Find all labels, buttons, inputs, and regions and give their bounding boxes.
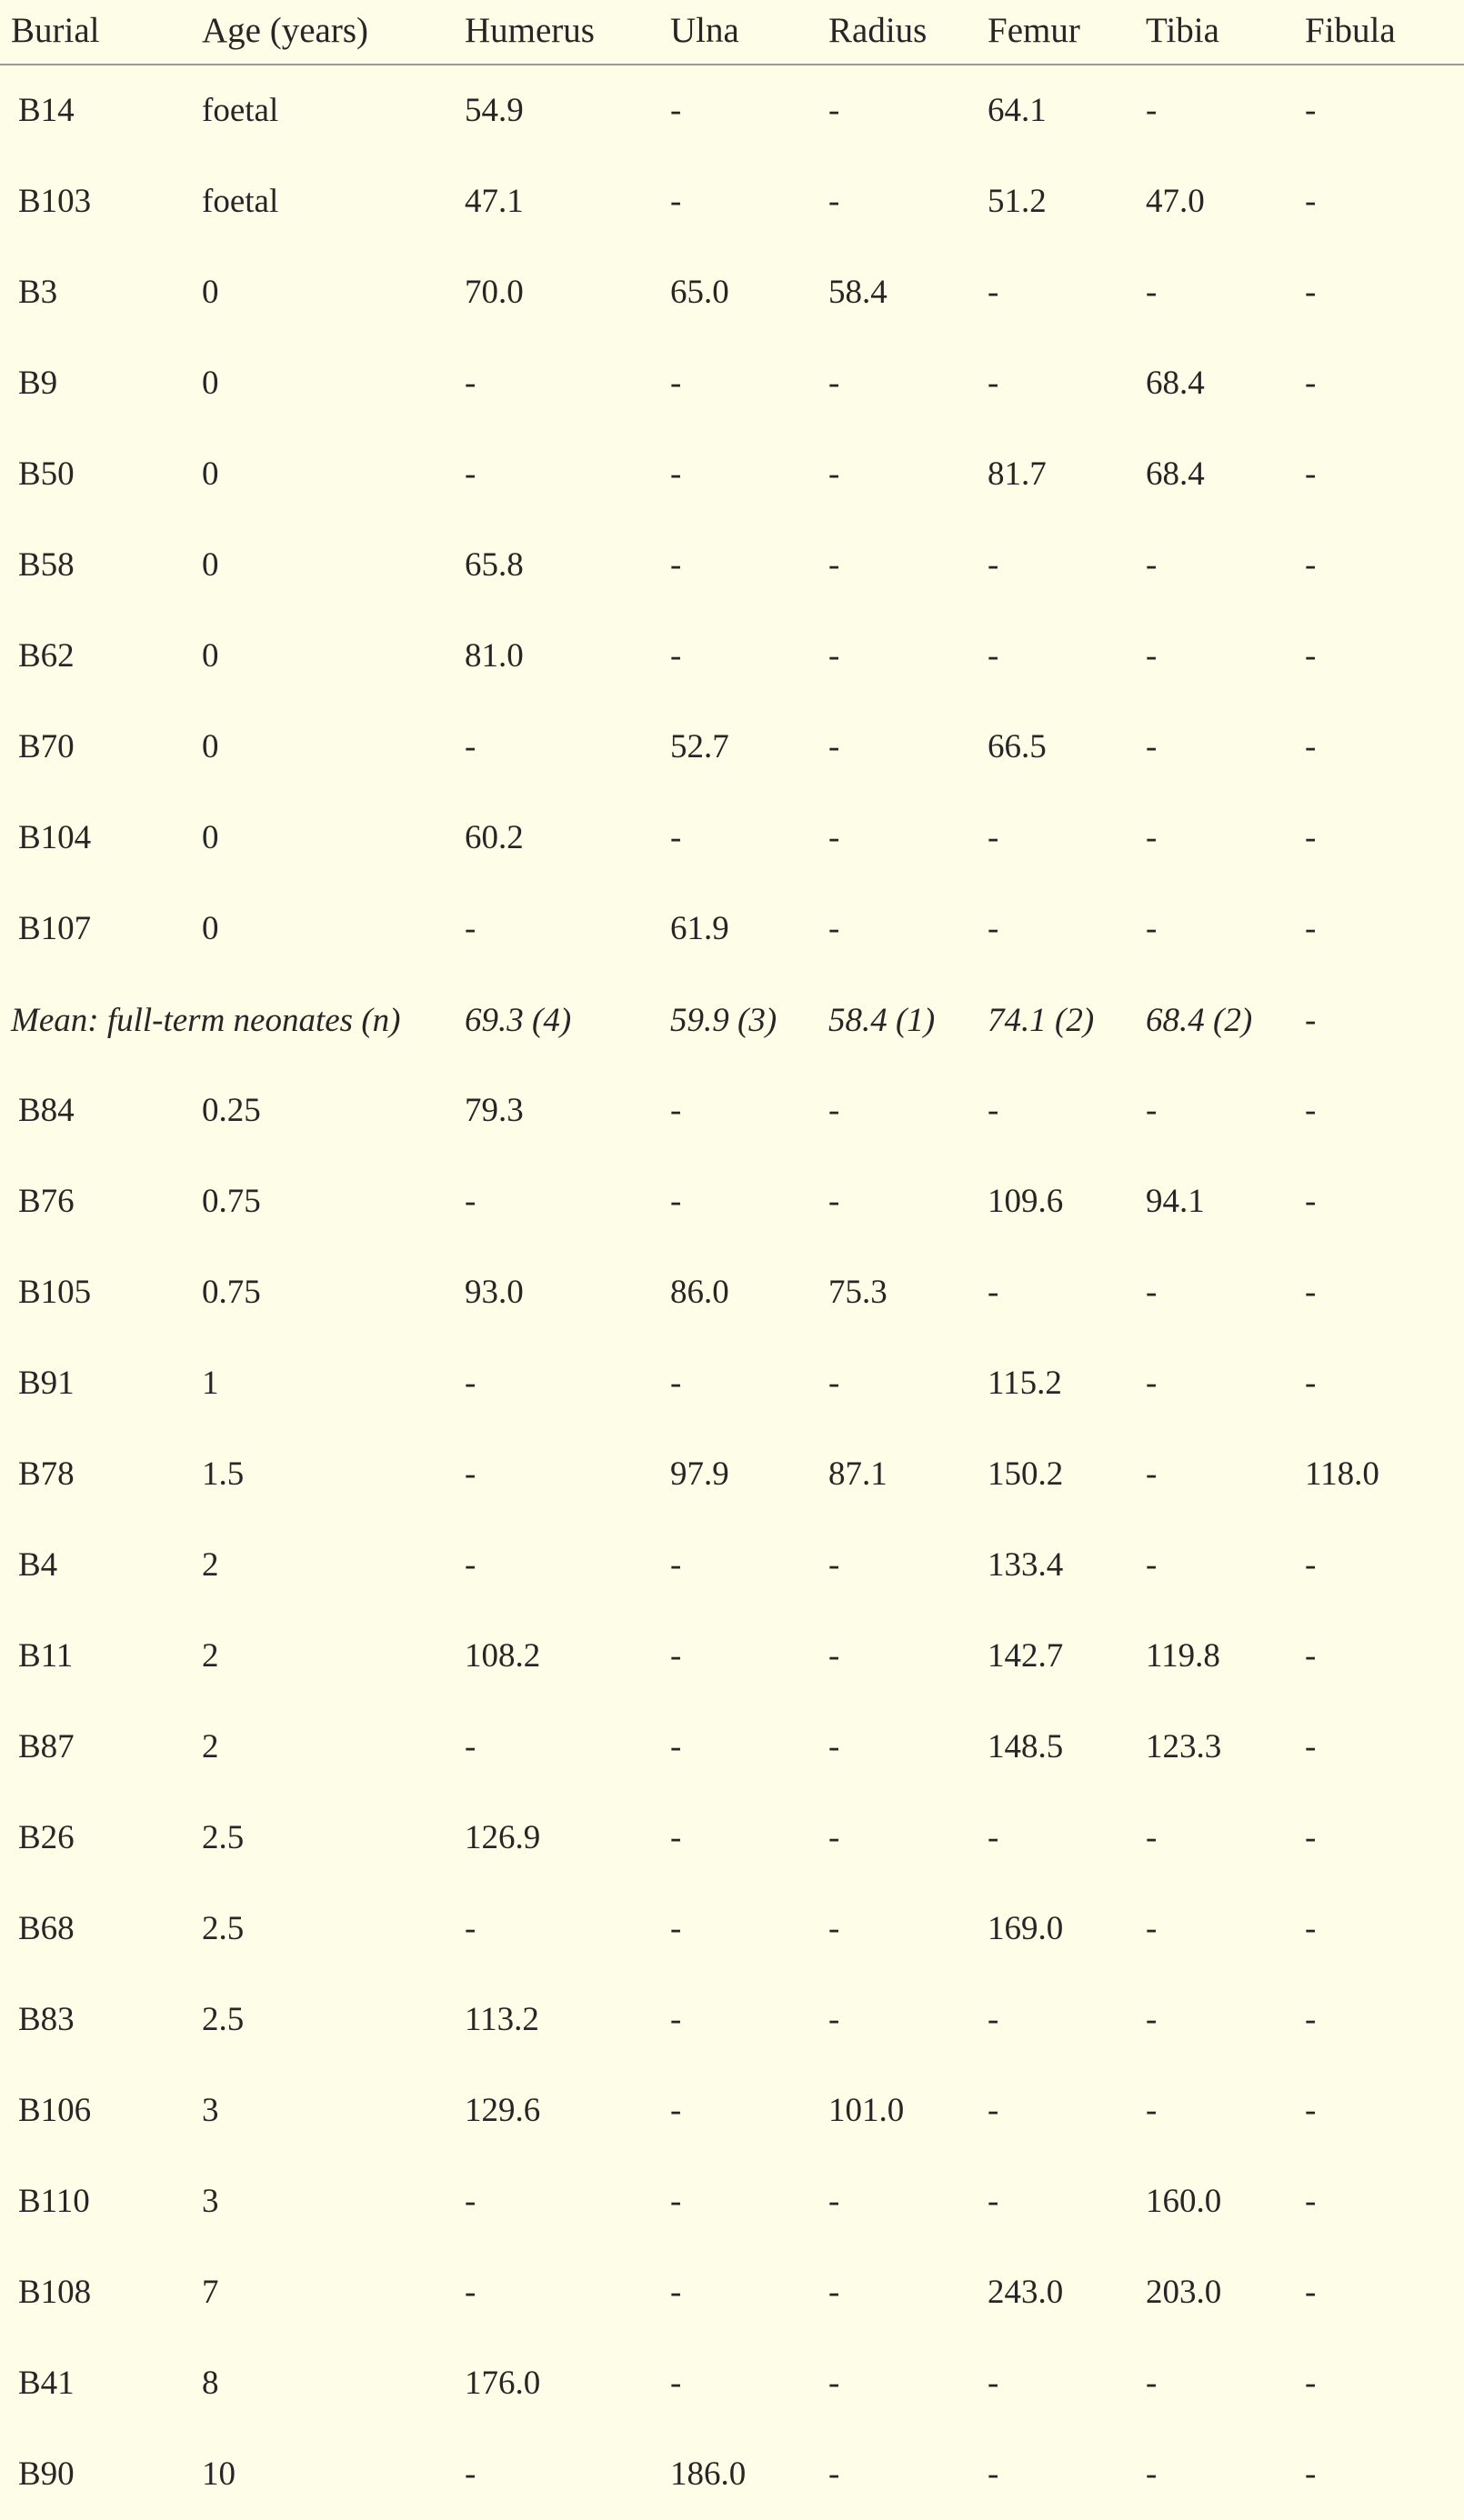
cell-tibia: 119.8	[1146, 1637, 1220, 1675]
cell-femur: 64.1	[988, 92, 1047, 129]
cell-fibula: -	[1305, 274, 1317, 311]
cell-femur: 133.4	[988, 1546, 1064, 1584]
cell-age: 0	[202, 546, 219, 584]
cell-tibia: -	[1146, 910, 1158, 947]
cell-burial: B105	[18, 1274, 92, 1311]
cell-ulna: -	[670, 1092, 682, 1129]
header-tibia: Tibia	[1146, 11, 1219, 50]
cell-fibula: -	[1305, 365, 1317, 402]
cell-femur: -	[988, 1092, 999, 1129]
cell-radius: -	[828, 1183, 840, 1220]
cell-radius: 87.1	[828, 1455, 887, 1493]
table-row	[0, 1793, 1464, 1884]
cell-burial: Mean: full-term neonates (n)	[11, 1001, 401, 1039]
cell-femur: 109.6	[988, 1183, 1064, 1220]
cell-fibula: -	[1305, 910, 1317, 947]
cell-tibia: -	[1146, 1365, 1158, 1402]
cell-tibia: 47.0	[1146, 183, 1205, 220]
table-row	[0, 1429, 1464, 1520]
cell-burial: B110	[18, 2183, 90, 2220]
cell-fibula: 118.0	[1305, 1455, 1379, 1493]
cell-age: foetal	[202, 183, 279, 220]
cell-fibula: -	[1305, 2092, 1317, 2129]
cell-humerus: -	[465, 1365, 476, 1402]
cell-femur: -	[988, 2092, 999, 2129]
cell-femur: 150.2	[988, 1455, 1064, 1493]
cell-femur: -	[988, 2455, 999, 2493]
cell-radius: -	[828, 1365, 840, 1402]
header-humerus: Humerus	[465, 11, 595, 50]
cell-tibia: 94.1	[1146, 1183, 1205, 1220]
cell-age: 0	[202, 637, 219, 675]
cell-radius: -	[828, 546, 840, 584]
cell-femur: 169.0	[988, 1910, 1064, 1947]
cell-femur: 142.7	[988, 1637, 1064, 1675]
cell-fibula: -	[1305, 1274, 1317, 1311]
cell-age: 3	[202, 2092, 219, 2129]
table-row	[0, 1884, 1464, 1975]
header-radius: Radius	[828, 11, 928, 50]
cell-fibula: -	[1305, 728, 1317, 765]
cell-femur: 148.5	[988, 1728, 1064, 1765]
cell-humerus: 129.6	[465, 2092, 541, 2129]
cell-age: 2	[202, 1546, 219, 1584]
cell-burial: B68	[18, 1910, 75, 1947]
cell-radius: -	[828, 92, 840, 129]
cell-ulna: -	[670, 637, 682, 675]
cell-femur: -	[988, 1274, 999, 1311]
cell-burial: B41	[18, 2365, 75, 2402]
cell-humerus: -	[465, 728, 476, 765]
cell-femur: -	[988, 819, 999, 856]
cell-tibia: -	[1146, 1274, 1158, 1311]
cell-ulna: -	[670, 546, 682, 584]
cell-burial: B91	[18, 1365, 75, 1402]
table-header-row	[0, 0, 1464, 65]
cell-ulna: -	[670, 1637, 682, 1675]
cell-humerus: -	[465, 2183, 476, 2220]
cell-burial: B50	[18, 455, 75, 493]
cell-burial: B83	[18, 2001, 75, 2038]
cell-tibia: 123.3	[1146, 1728, 1222, 1765]
cell-humerus: 54.9	[465, 92, 524, 129]
header-burial: Burial	[11, 11, 100, 50]
cell-tibia: -	[1146, 2092, 1158, 2129]
cell-burial: B78	[18, 1455, 75, 1493]
cell-ulna: -	[670, 2092, 682, 2129]
cell-radius: -	[828, 728, 840, 765]
cell-ulna: -	[670, 2183, 682, 2220]
table-row	[0, 1065, 1464, 1156]
cell-age: 0	[202, 910, 219, 947]
cell-radius: -	[828, 1092, 840, 1129]
cell-burial: B106	[18, 2092, 92, 2129]
table-row	[0, 2338, 1464, 2429]
cell-burial: B58	[18, 546, 75, 584]
cell-tibia: 68.4	[1146, 365, 1205, 402]
cell-tibia: -	[1146, 728, 1158, 765]
cell-humerus: -	[465, 365, 476, 402]
cell-fibula: -	[1305, 455, 1317, 493]
cell-fibula: -	[1305, 637, 1317, 675]
cell-age: 0.75	[202, 1274, 261, 1311]
cell-ulna: 97.9	[670, 1455, 729, 1493]
mean-row	[0, 975, 1464, 1065]
cell-humerus: 79.3	[465, 1092, 524, 1129]
table-row	[0, 611, 1464, 702]
cell-femur: -	[988, 365, 999, 402]
cell-age: 2	[202, 1637, 219, 1675]
cell-femur: 66.5	[988, 728, 1047, 765]
cell-ulna: 59.9 (3)	[670, 1001, 777, 1039]
cell-radius: -	[828, 183, 840, 220]
cell-tibia: 160.0	[1146, 2183, 1222, 2220]
cell-humerus: 113.2	[465, 2001, 539, 2038]
cell-fibula: -	[1305, 2001, 1317, 2038]
cell-tibia: 68.4 (2)	[1146, 1001, 1253, 1039]
cell-fibula: -	[1305, 2455, 1317, 2493]
cell-age: 2	[202, 1728, 219, 1765]
cell-burial: B9	[18, 365, 58, 402]
cell-fibula: -	[1305, 1183, 1317, 1220]
cell-humerus: 65.8	[465, 546, 524, 584]
cell-ulna: 52.7	[670, 728, 729, 765]
table-row	[0, 156, 1464, 247]
cell-burial: B14	[18, 92, 75, 129]
cell-fibula: -	[1305, 92, 1317, 129]
cell-burial: B103	[18, 183, 92, 220]
cell-ulna: -	[670, 1546, 682, 1584]
cell-fibula: -	[1305, 546, 1317, 584]
cell-tibia: -	[1146, 637, 1158, 675]
table-row	[0, 1338, 1464, 1429]
cell-fibula: -	[1305, 1092, 1317, 1129]
table-row	[0, 1702, 1464, 1793]
cell-age: 0	[202, 274, 219, 311]
cell-femur: -	[988, 2365, 999, 2402]
cell-burial: B70	[18, 728, 75, 765]
cell-ulna: -	[670, 1819, 682, 1856]
cell-ulna: -	[670, 1365, 682, 1402]
cell-tibia: -	[1146, 274, 1158, 311]
cell-radius: -	[828, 2274, 840, 2311]
cell-burial: B11	[18, 1637, 74, 1675]
cell-radius: -	[828, 2001, 840, 2038]
cell-radius: -	[828, 2455, 840, 2493]
cell-humerus: -	[465, 455, 476, 493]
header-ulna: Ulna	[670, 11, 739, 50]
cell-tibia: -	[1146, 1546, 1158, 1584]
cell-radius: 58.4	[828, 274, 887, 311]
header-fibula: Fibula	[1305, 11, 1396, 50]
cell-age: 3	[202, 2183, 219, 2220]
table-row	[0, 65, 1464, 156]
cell-burial: B84	[18, 1092, 75, 1129]
cell-femur: 74.1 (2)	[988, 1001, 1095, 1039]
table-row	[0, 338, 1464, 429]
table-row	[0, 429, 1464, 520]
cell-ulna: -	[670, 365, 682, 402]
cell-femur: -	[988, 2183, 999, 2220]
cell-humerus: 70.0	[465, 274, 524, 311]
cell-humerus: 108.2	[465, 1637, 541, 1675]
cell-humerus: -	[465, 2455, 476, 2493]
cell-fibula: -	[1305, 1910, 1317, 1947]
cell-tibia: -	[1146, 2001, 1158, 2038]
cell-ulna: 186.0	[670, 2455, 747, 2493]
cell-age: 8	[202, 2365, 219, 2402]
cell-humerus: 126.9	[465, 1819, 541, 1856]
cell-femur: -	[988, 637, 999, 675]
table-row	[0, 1520, 1464, 1611]
cell-femur: -	[988, 2001, 999, 2038]
cell-ulna: -	[670, 455, 682, 493]
cell-burial: B4	[18, 1546, 58, 1584]
cell-humerus: -	[465, 2274, 476, 2311]
cell-fibula: -	[1305, 1637, 1317, 1675]
cell-age: 7	[202, 2274, 219, 2311]
cell-humerus: -	[465, 1546, 476, 1584]
cell-humerus: -	[465, 1728, 476, 1765]
cell-femur: 243.0	[988, 2274, 1064, 2311]
cell-ulna: -	[670, 1728, 682, 1765]
table-row	[0, 2429, 1464, 2520]
cell-radius: -	[828, 1910, 840, 1947]
cell-ulna: -	[670, 2274, 682, 2311]
cell-ulna: -	[670, 2001, 682, 2038]
cell-humerus: 47.1	[465, 183, 524, 220]
cell-age: 1.5	[202, 1455, 245, 1493]
cell-age: 0.75	[202, 1183, 261, 1220]
cell-ulna: -	[670, 1183, 682, 1220]
cell-ulna: 65.0	[670, 274, 729, 311]
cell-age: 0	[202, 819, 219, 856]
cell-fibula: -	[1305, 183, 1317, 220]
cell-ulna: -	[670, 1910, 682, 1947]
cell-radius: -	[828, 1728, 840, 1765]
cell-fibula: -	[1305, 2183, 1317, 2220]
cell-tibia: 203.0	[1146, 2274, 1222, 2311]
cell-burial: B87	[18, 1728, 75, 1765]
cell-tibia: -	[1146, 819, 1158, 856]
cell-ulna: -	[670, 2365, 682, 2402]
cell-fibula: -	[1305, 2365, 1317, 2402]
cell-radius: -	[828, 2183, 840, 2220]
cell-tibia: -	[1146, 1455, 1158, 1493]
cell-radius: 101.0	[828, 2092, 905, 2129]
cell-tibia: -	[1146, 546, 1158, 584]
table-row	[0, 520, 1464, 611]
cell-femur: 115.2	[988, 1365, 1062, 1402]
cell-age: 2.5	[202, 1819, 245, 1856]
table-row	[0, 2247, 1464, 2338]
table-row	[0, 1611, 1464, 1702]
cell-age: foetal	[202, 92, 279, 129]
cell-femur: -	[988, 1819, 999, 1856]
cell-ulna: 86.0	[670, 1274, 729, 1311]
table-row	[0, 884, 1464, 975]
cell-radius: -	[828, 455, 840, 493]
cell-burial: B104	[18, 819, 92, 856]
table-row	[0, 1975, 1464, 2065]
cell-tibia: -	[1146, 92, 1158, 129]
cell-fibula: -	[1305, 1001, 1317, 1039]
cell-fibula: -	[1305, 2274, 1317, 2311]
cell-radius: -	[828, 2365, 840, 2402]
cell-femur: 81.7	[988, 455, 1047, 493]
cell-fibula: -	[1305, 1728, 1317, 1765]
cell-humerus: -	[465, 1910, 476, 1947]
cell-radius: -	[828, 637, 840, 675]
table-row	[0, 1247, 1464, 1338]
cell-burial: B26	[18, 1819, 75, 1856]
cell-ulna: -	[670, 819, 682, 856]
cell-tibia: -	[1146, 2365, 1158, 2402]
cell-radius: -	[828, 1637, 840, 1675]
cell-fibula: -	[1305, 1546, 1317, 1584]
cell-radius: -	[828, 365, 840, 402]
table-row	[0, 2156, 1464, 2247]
cell-radius: 75.3	[828, 1274, 887, 1311]
cell-femur: 51.2	[988, 183, 1047, 220]
cell-humerus: -	[465, 1183, 476, 1220]
cell-tibia: -	[1146, 2455, 1158, 2493]
table-row	[0, 1156, 1464, 1247]
cell-age: 1	[202, 1365, 219, 1402]
cell-burial: B90	[18, 2455, 75, 2493]
table-body	[0, 65, 1464, 2520]
cell-humerus: -	[465, 1455, 476, 1493]
cell-fibula: -	[1305, 1365, 1317, 1402]
cell-burial: B3	[18, 274, 58, 311]
header-age: Age (years)	[202, 11, 368, 50]
cell-fibula: -	[1305, 819, 1317, 856]
cell-humerus: 93.0	[465, 1274, 524, 1311]
cell-tibia: -	[1146, 1092, 1158, 1129]
cell-tibia: 68.4	[1146, 455, 1205, 493]
cell-radius: -	[828, 910, 840, 947]
header-femur: Femur	[988, 11, 1080, 50]
cell-age: 0	[202, 365, 219, 402]
cell-age: 2.5	[202, 2001, 245, 2038]
cell-humerus: -	[465, 910, 476, 947]
cell-age: 0	[202, 728, 219, 765]
cell-humerus: 81.0	[465, 637, 524, 675]
cell-femur: -	[988, 910, 999, 947]
cell-tibia: -	[1146, 1910, 1158, 1947]
cell-tibia: -	[1146, 1819, 1158, 1856]
cell-humerus: 69.3 (4)	[465, 1001, 572, 1039]
cell-age: 0.25	[202, 1092, 261, 1129]
cell-radius: -	[828, 1819, 840, 1856]
cell-humerus: 176.0	[465, 2365, 541, 2402]
cell-ulna: -	[670, 92, 682, 129]
cell-ulna: 61.9	[670, 910, 729, 947]
cell-ulna: -	[670, 183, 682, 220]
table-row	[0, 2065, 1464, 2156]
table-row	[0, 247, 1464, 338]
cell-age: 0	[202, 455, 219, 493]
cell-radius: 58.4 (1)	[828, 1001, 936, 1039]
cell-radius: -	[828, 1546, 840, 1584]
table-row	[0, 793, 1464, 884]
cell-femur: -	[988, 274, 999, 311]
cell-burial: B62	[18, 637, 75, 675]
cell-burial: B76	[18, 1183, 75, 1220]
cell-fibula: -	[1305, 1819, 1317, 1856]
cell-age: 10	[202, 2455, 236, 2493]
cell-age: 2.5	[202, 1910, 245, 1947]
cell-radius: -	[828, 819, 840, 856]
cell-burial: B108	[18, 2274, 92, 2311]
table-row	[0, 702, 1464, 793]
cell-femur: -	[988, 546, 999, 584]
cell-humerus: 60.2	[465, 819, 524, 856]
cell-burial: B107	[18, 910, 92, 947]
